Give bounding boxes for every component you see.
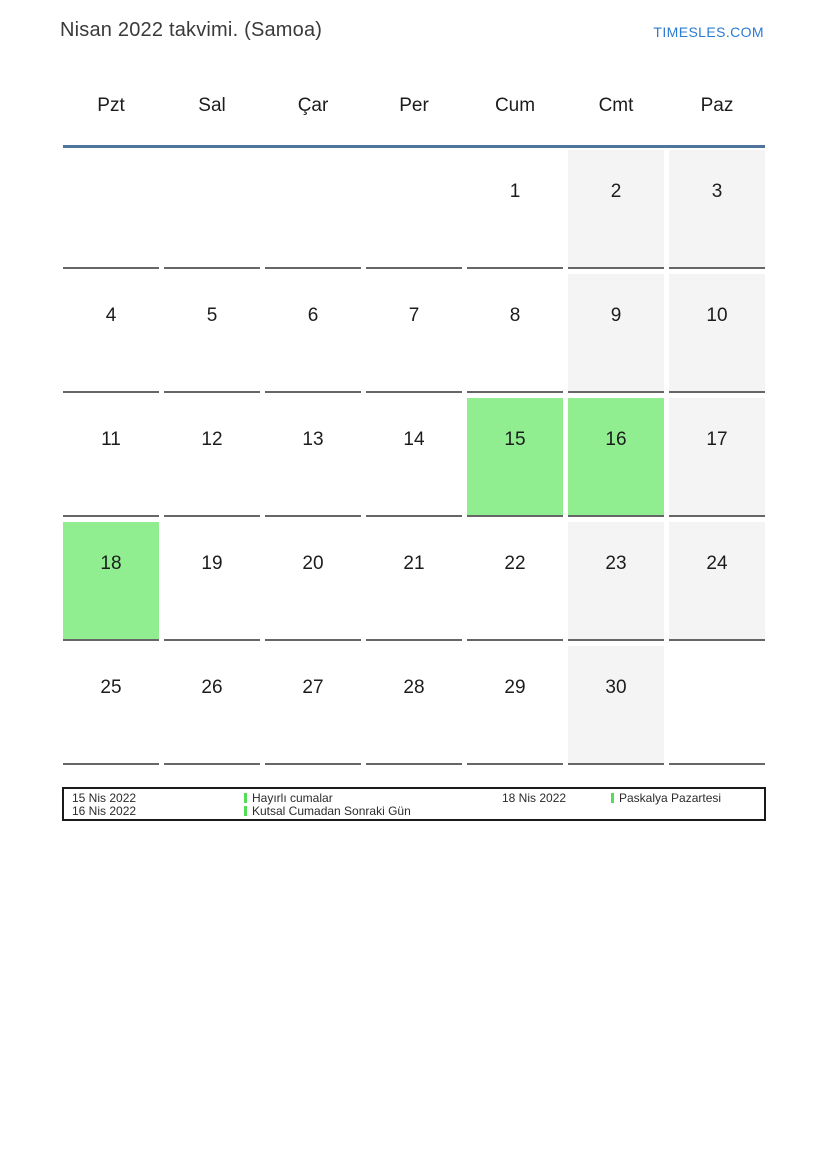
day-cell-3: 3 <box>669 150 765 269</box>
weekday-header-pzt: Pzt <box>97 95 125 116</box>
legend-labels-column <box>611 791 764 817</box>
day-cell-empty <box>164 150 260 269</box>
day-cell-13: 13 <box>265 398 361 517</box>
weekday-header-per: Per <box>399 95 429 116</box>
day-cell-8: 8 <box>467 274 563 393</box>
legend-item-label: Paskalya Pazartesi <box>619 790 722 805</box>
legend-dates-column <box>72 791 244 817</box>
calendar-grid <box>63 148 765 765</box>
weekday-header-cmt: Cmt <box>598 95 634 116</box>
legend-date: 16 Nis 2022 <box>72 803 137 818</box>
day-cell-14: 14 <box>366 398 462 517</box>
site-link[interactable]: TIMESLES.COM <box>653 24 764 40</box>
day-cell-27: 27 <box>265 646 361 765</box>
legend-labels-column <box>244 791 502 817</box>
weekday-header-cum: Cum <box>494 95 536 116</box>
day-cell-21: 21 <box>366 522 462 641</box>
day-cell-19: 19 <box>164 522 260 641</box>
day-cell-11: 11 <box>63 398 159 517</box>
day-cell-25: 25 <box>63 646 159 765</box>
legend-box <box>62 787 766 821</box>
legend-marker-icon <box>611 793 614 803</box>
day-cell-15: 15 <box>467 398 563 517</box>
day-cell-17: 17 <box>669 398 765 517</box>
day-cell-23: 23 <box>568 522 664 641</box>
legend-marker-icon <box>244 793 247 803</box>
day-cell-16: 16 <box>568 398 664 517</box>
day-cell-4: 4 <box>63 274 159 393</box>
weekday-header-çar: Çar <box>297 95 329 116</box>
legend-item <box>611 791 764 804</box>
day-cell-1: 1 <box>467 150 563 269</box>
legend-dates-column <box>502 791 611 817</box>
legend-item <box>244 791 502 804</box>
day-cell-empty <box>366 150 462 269</box>
day-cell-18: 18 <box>63 522 159 641</box>
day-cell-29: 29 <box>467 646 563 765</box>
day-cell-6: 6 <box>265 274 361 393</box>
legend-item-label: Kutsal Cumadan Sonraki Gün <box>252 803 411 818</box>
day-cell-22: 22 <box>467 522 563 641</box>
day-cell-9: 9 <box>568 274 664 393</box>
weekday-header-row <box>63 85 765 148</box>
day-cell-26: 26 <box>164 646 260 765</box>
day-cell-empty <box>63 150 159 269</box>
day-cell-empty <box>669 646 765 765</box>
day-cell-30: 30 <box>568 646 664 765</box>
day-cell-2: 2 <box>568 150 664 269</box>
legend-marker-icon <box>244 806 247 816</box>
weekday-header-paz: Paz <box>700 95 734 116</box>
month-calendar <box>63 85 765 765</box>
day-cell-7: 7 <box>366 274 462 393</box>
day-cell-12: 12 <box>164 398 260 517</box>
day-cell-5: 5 <box>164 274 260 393</box>
legend-item-label: Hayırlı cumalar <box>252 790 333 805</box>
legend-date: 15 Nis 2022 <box>72 790 137 805</box>
day-cell-24: 24 <box>669 522 765 641</box>
weekday-header-sal: Sal <box>198 95 226 116</box>
day-cell-empty <box>265 150 361 269</box>
legend-date: 18 Nis 2022 <box>502 790 567 805</box>
day-cell-28: 28 <box>366 646 462 765</box>
page-title: Nisan 2022 takvimi. (Samoa) <box>60 19 323 41</box>
day-cell-10: 10 <box>669 274 765 393</box>
legend-item <box>244 804 502 817</box>
day-cell-20: 20 <box>265 522 361 641</box>
